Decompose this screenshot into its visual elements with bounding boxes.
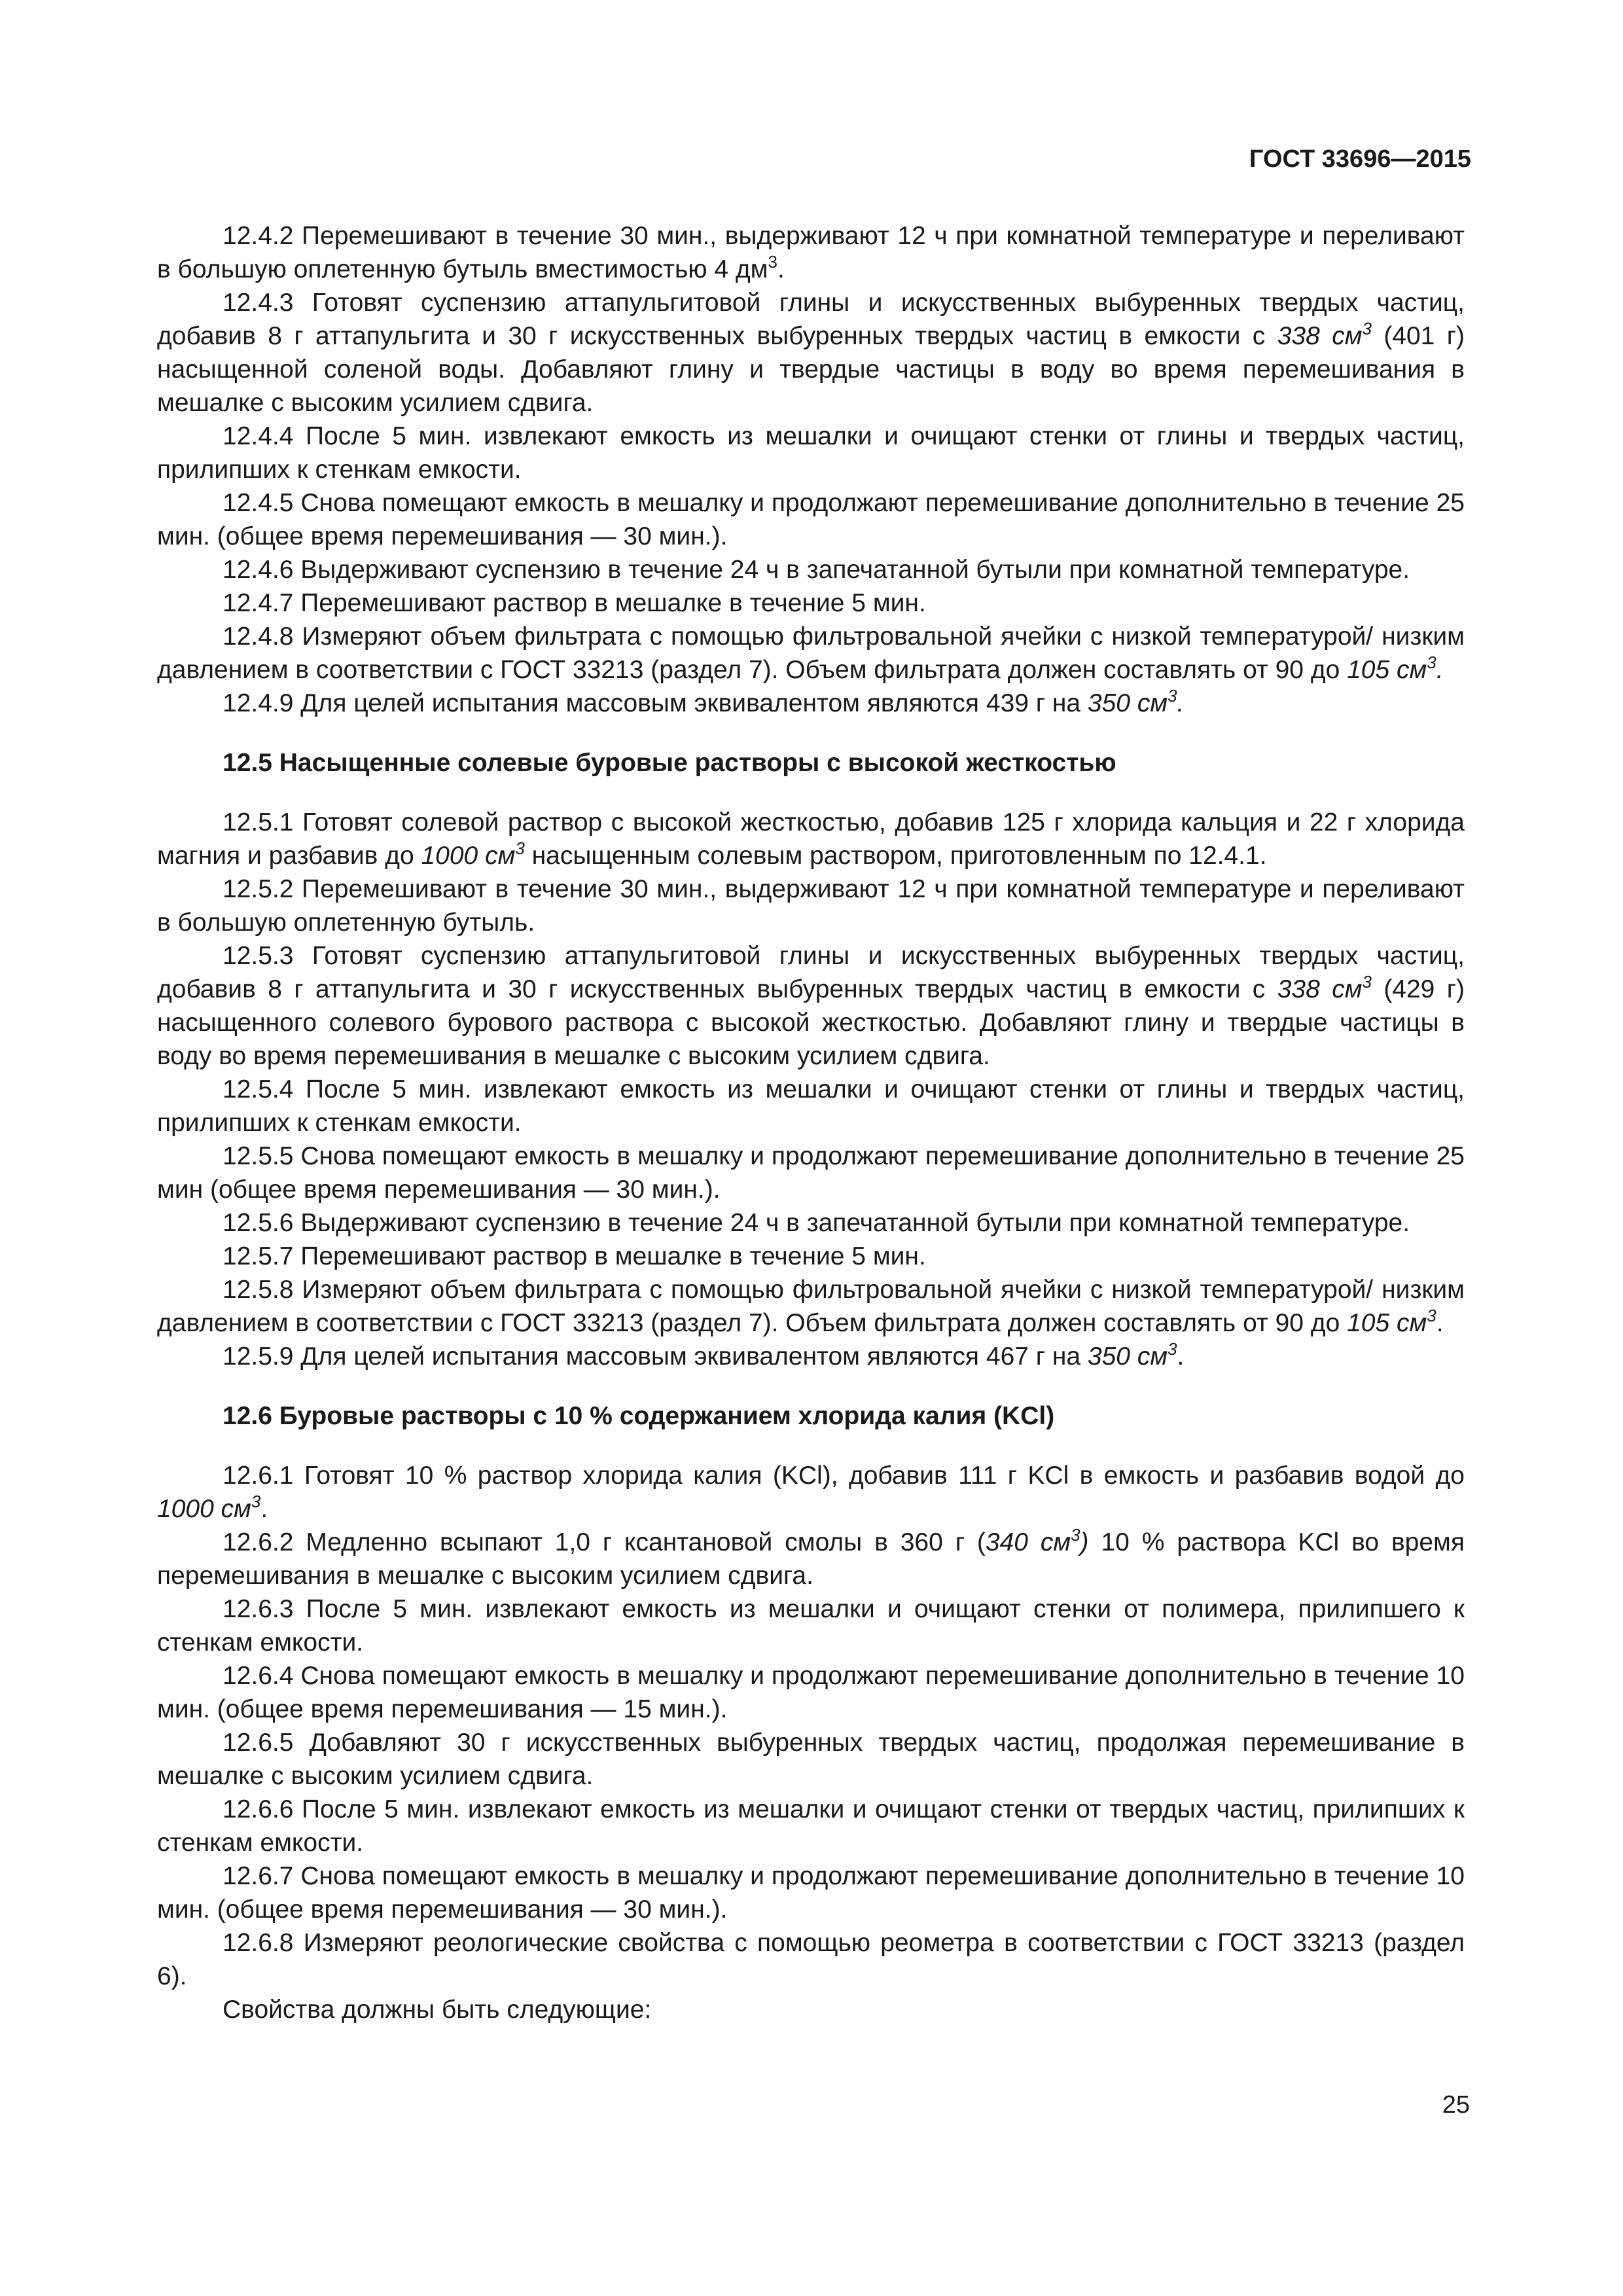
clause-12-5-4: 12.5.4 После 5 мин. извлекают емкость из мешалки и очищают стенки от глины и твердых частиц, прилипших к стенкам емкости. — [157, 1075, 1465, 1137]
clause-12-5-7: 12.5.7 Перемешивают раствор в мешалке в течение 5 мин. — [223, 1242, 926, 1270]
clause-12-5-6: 12.5.6 Выдерживают суспензию в течение 24 ч в запечатанной бутыли при комнатной температуре. — [223, 1209, 1410, 1237]
page-number: 25 — [1442, 2091, 1470, 2119]
document-body — [157, 219, 1465, 2026]
clause-12-6-6: 12.6.6 После 5 мин. извлекают емкость из мешалки и очищают стенки от твердых частиц, прилипших к стенкам емкости. — [157, 1795, 1465, 1857]
clause-12-4-4: 12.4.4 После 5 мин. извлекают емкость из мешалки и очищают стенки от глины и твердых частиц, прилипших к стенкам емкости. — [157, 422, 1465, 484]
section-heading-12-5: 12.5 Насыщенные солевые буровые растворы с высокой жесткостью — [223, 749, 1116, 777]
clause-12-5-2: 12.5.2 Перемешивают в течение 30 мин., выдерживают 12 ч при комнатной температуре и переливают в большую оплетенную бутыль. — [157, 875, 1465, 937]
clause-12-4-6: 12.4.6 Выдерживают суспензию в течение 24 ч в запечатанной бутыли при комнатной температуре. — [223, 556, 1410, 584]
clause-12-5-9: 12.5.9 Для целей испытания массовым эквивалентом являются 467 г на 350 $см^3$. — [223, 1339, 1185, 1371]
clause-12-4-2: 12.4.2 Перемешивают в течение 30 мин., выдерживают 12 ч при комнатной температуре и переливают в большую оплетенную бутыль вместимостью 4 $дм^3$. — [157, 222, 1465, 283]
clause-12-6-3: 12.6.3 После 5 мин. извлекают емкость из мешалки и очищают стенки от полимера, прилипшего к стенкам емкости. — [157, 1595, 1465, 1657]
clause-12-6-7: 12.6.7 Снова помещают емкость в мешалку и продолжают перемешивание дополнительно в течение 10 мин. (общее время перемешивания — 30 мин.). — [157, 1862, 1465, 1924]
clause-12-6-2: 12.6.2 Медленно всыпают 1,0 г ксантановой смолы в 360 г (340 $см^3$) 10 % раствора KCl во время перемешивания в мешалке с высоким усилием сдвига. — [157, 1525, 1465, 1590]
clause-12-6-8: 12.6.8 Измеряют реологические свойства с помощью реометра в соответствии с ГОСТ 33213 (раздел 6). — [157, 1929, 1465, 1990]
document-number: ГОСТ 33696—2015 — [1249, 145, 1471, 173]
clause-12-4-3: 12.4.3 Готовят суспензию аттапульгитовой глины и искусственных выбуренных твердых частиц, добавив 8 г аттапульгита и 30 г искусственных выбуренных твердых частиц в емкости с 338 $см^3$ (401 г) насыщенной соленой воды. Добавляют глину и твердые частицы в воду во время перемешивания в мешалке с высоким усилием сдвига. — [157, 289, 1465, 417]
clause-12-5-8: 12.5.8 Измеряют объем фильтрата с помощью фильтровальной ячейки с низкой температурой/ низким давлением в соответствии с ГОСТ 33213 (раздел 7). Объем фильтрата должен составлять от 90 до 105 $см^3$. — [157, 1276, 1465, 1337]
section-heading-12-6: 12.6 Буровые растворы с 10 % содержанием хлорида калия (KCl) — [223, 1402, 1055, 1430]
properties-intro: Свойства должны быть следующие: — [223, 1996, 652, 2024]
clause-12-6-4: 12.6.4 Снова помещают емкость в мешалку и продолжают перемешивание дополнительно в течение 10 мин. (общее время перемешивания — 15 мин.). — [157, 1662, 1465, 1723]
clause-12-5-1: 12.5.1 Готовят солевой раствор с высокой жесткостью, добавив 125 г хлорида кальция и 22 г хлорида магния и разбавив до 1000 $см^3$ насыщенным солевым раствором, приготовленным по 12.4.1. — [157, 808, 1465, 870]
clause-12-6-1: 12.6.1 Готовят 10 % раствор хлорида калия (KCl), добавив 111 г KCl в емкость и разбавив водой до 1000 $см^3$. — [157, 1462, 1465, 1523]
clause-12-6-5: 12.6.5 Добавляют 30 г искусственных выбуренных твердых частиц, продолжая перемешивание в мешалке с высоким усилием сдвига. — [157, 1729, 1465, 1790]
clause-12-5-5: 12.5.5 Снова помещают емкость в мешалку и продолжают перемешивание дополнительно в течение 25 мин (общее время перемешивания — 30 мин.). — [157, 1142, 1465, 1204]
clause-12-4-7: 12.4.7 Перемешивают раствор в мешалке в течение 5 мин. — [223, 589, 926, 617]
clause-12-4-5: 12.4.5 Снова помещают емкость в мешалку и продолжают перемешивание дополнительно в течение 25 мин. (общее время перемешивания — 30 мин.). — [157, 489, 1465, 550]
clause-12-5-3: 12.5.3 Готовят суспензию аттапульгитовой глины и искусственных выбуренных твердых частиц, добавив 8 г аттапульгита и 30 г искусственных выбуренных твердых частиц в емкости с 338 $см^3$ (429 г) насыщенного солевого бурового раствора с высокой жесткостью. Добавляют глину и твердые частицы в воду во время перемешивания в мешалке с высоким усилием сдвига. — [157, 942, 1465, 1070]
clause-12-4-8: 12.4.8 Измеряют объем фильтрата с помощью фильтровальной ячейки с низкой температурой/ низким давлением в соответствии с ГОСТ 33213 (раздел 7). Объем фильтрата должен составлять от 90 до 105 $см^3$. — [157, 622, 1465, 684]
clause-12-4-9: 12.4.9 Для целей испытания массовым эквивалентом являются 439 г на 350 $см^3$. — [223, 686, 1185, 717]
